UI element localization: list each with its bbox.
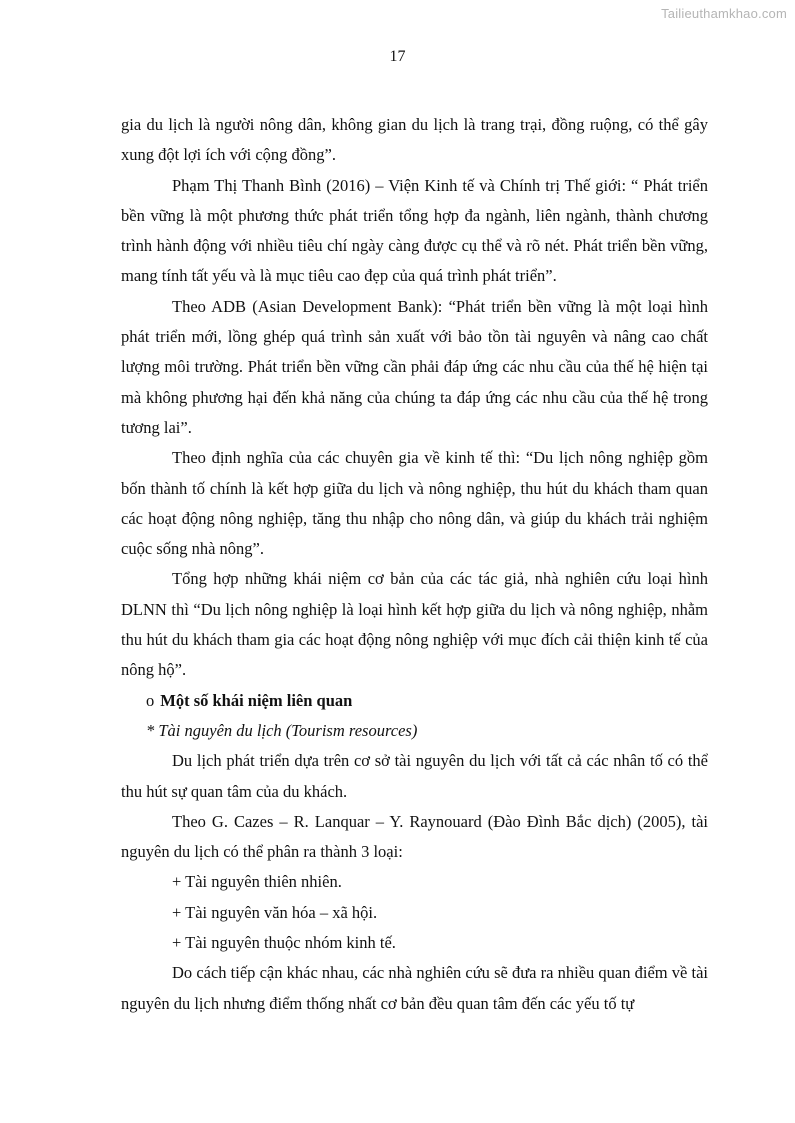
paragraph: Du lịch phát triển dựa trên cơ sở tài nguyên du lịch với tất cả các nhân tố có thể thu hút sự quan tâm của du khách. bbox=[121, 751, 708, 801]
paragraph: Theo định nghĩa của các chuyên gia về kinh tế thì: “Du lịch nông nghiệp gồm bốn thành tố chính là kết hợp giữa du lịch và nông nghiệp, thu hút du khách tham quan các hoạt động nông nghiệp, tăng thu nhập cho nông dân, và giúp du khách trải nghiệm cuộc sống nhà nông”. bbox=[121, 448, 708, 559]
section-heading bbox=[121, 686, 708, 716]
paragraph: Tổng hợp những khái niệm cơ bản của các tác giả, nhà nghiên cứu loại hình DLNN thì “Du lịch nông nghiệp là loại hình kết hợp giữa du lịch và nông nghiệp, nhằm thu hút du khách tham gia các hoạt động nông nghiệp với mục đích cải thiện kinh tế của nông hộ”. bbox=[121, 569, 708, 680]
circle-bullet-icon: o bbox=[146, 690, 155, 710]
paragraph: Phạm Thị Thanh Bình (2016) – Viện Kinh tế và Chính trị Thế giới: “ Phát triển bền vững là một phương thức phát triển tổng hợp đa ngành, liên ngành, thành chương trình hành động với nhiều tiêu chí ngày càng được cụ thể và rõ nét. Phát triển bền vững, mang tính tất yếu và là mục tiêu cao đẹp của quá trình phát triển”. bbox=[121, 175, 708, 286]
watermark: Tailieuthamkhao.com bbox=[661, 6, 787, 21]
paragraph: Do cách tiếp cận khác nhau, các nhà nghiên cứu sẽ đưa ra nhiều quan điểm về tài nguyên du lịch nhưng điểm thống nhất cơ bản đều quan tâm đến các yếu tố tự bbox=[121, 963, 708, 1013]
subheading: * Tài nguyên du lịch (Tourism resources) bbox=[146, 720, 418, 740]
page-number: 17 bbox=[389, 48, 406, 65]
paragraph: Theo ADB (Asian Development Bank): “Phát triển bền vững là một loại hình phát triển mới, lồng ghép quá trình sản xuất với bảo tồn tài nguyên và nâng cao chất lượng môi trường. Phát triển bền vững cần phải đáp ứng các nhu cầu của thế hệ hiện tại mà không phương hại đến khả năng của chúng ta đáp ứng các nhu cầu của thế hệ trong tương lai”. bbox=[121, 296, 708, 437]
list-item: + Tài nguyên thuộc nhóm kinh tế. bbox=[172, 933, 396, 953]
document-body bbox=[121, 110, 708, 1019]
paragraph-continuation: gia du lịch là người nông dân, không gian du lịch là trang trại, đồng ruộng, có thể gây xung đột lợi ích với cộng đồng”. bbox=[121, 115, 708, 165]
list-item: + Tài nguyên thiên nhiên. bbox=[172, 872, 342, 892]
section-heading-text: Một số khái niệm liên quan bbox=[160, 690, 353, 710]
paragraph: Theo G. Cazes – R. Lanquar – Y. Raynouard (Đào Đình Bắc dịch) (2005), tài nguyên du lịch có thể phân ra thành 3 loại: bbox=[121, 811, 708, 862]
list-item: + Tài nguyên văn hóa – xã hội. bbox=[172, 902, 378, 922]
